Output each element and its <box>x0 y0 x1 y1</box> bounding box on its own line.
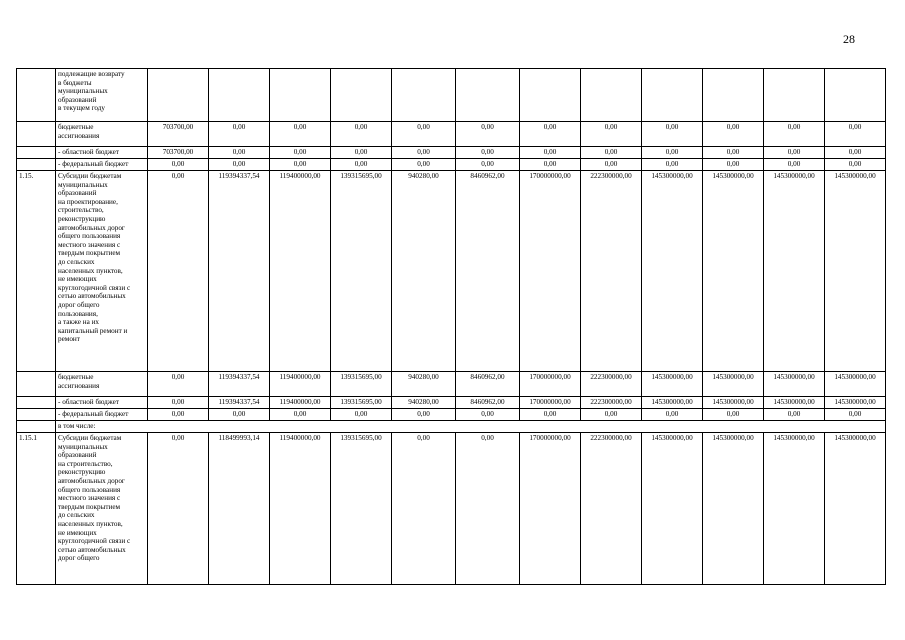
value-cell: 0,00 <box>270 409 331 421</box>
value-cell: 145300000,00 <box>642 433 703 585</box>
value-cell: 170000000,00 <box>520 171 581 372</box>
value-cell: 8460962,00 <box>456 372 520 397</box>
value-cell: 0,00 <box>148 409 209 421</box>
value-cell: 0,00 <box>331 159 392 171</box>
value-cell <box>148 69 209 122</box>
value-cell: 170000000,00 <box>520 397 581 409</box>
value-cell <box>392 69 456 122</box>
value-cell: 0,00 <box>581 122 642 147</box>
value-cell: 119400000,00 <box>270 171 331 372</box>
value-cell: 145300000,00 <box>642 397 703 409</box>
row-name-cell <box>56 409 148 421</box>
row-name-cell <box>56 69 148 122</box>
row-name-cell <box>56 433 148 585</box>
value-cell: 0,00 <box>148 397 209 409</box>
row-index-cell <box>17 69 56 122</box>
value-cell: 119400000,00 <box>270 397 331 409</box>
value-cell <box>270 69 331 122</box>
row-name-cell <box>56 372 148 397</box>
value-cell: 222300000,00 <box>581 171 642 372</box>
value-cell <box>209 69 270 122</box>
row-name-text: - областной бюджет <box>58 398 119 406</box>
value-cell: 119400000,00 <box>270 372 331 397</box>
row-name-text: подлежащие возврату в бюджеты муниципальных образований в текущем году <box>58 70 125 113</box>
value-cell: 145300000,00 <box>642 372 703 397</box>
value-cell: 0,00 <box>456 159 520 171</box>
value-cell: 222300000,00 <box>581 397 642 409</box>
value-cell: 0,00 <box>392 147 456 159</box>
value-cell: 0,00 <box>456 433 520 585</box>
table-row <box>17 433 886 585</box>
value-cell: 0,00 <box>456 409 520 421</box>
row-index-cell <box>17 409 56 421</box>
value-cell: 119394337,54 <box>209 397 270 409</box>
value-cell <box>456 69 520 122</box>
value-cell: 0,00 <box>209 122 270 147</box>
row-index-cell: 1.15.1 <box>17 433 56 585</box>
value-cell: 0,00 <box>270 159 331 171</box>
row-name-cell <box>56 122 148 147</box>
value-cell: 145300000,00 <box>764 171 825 372</box>
value-cell: 0,00 <box>148 159 209 171</box>
value-cell: 0,00 <box>148 171 209 372</box>
value-cell: 145300000,00 <box>825 433 886 585</box>
row-index-cell <box>17 372 56 397</box>
row-name-text: Субсидии бюджетам муниципальных образований на строительство, реконструкцию автомобильных дорог общего пользования местного значения с твердым покрытием до сельских населенных пунктов, не имеющих круглогодичной связи с сетью автомобильных дорог общего <box>58 434 131 563</box>
value-cell: 0,00 <box>825 159 886 171</box>
value-cell: 139315695,00 <box>331 372 392 397</box>
value-cell: 145300000,00 <box>703 397 764 409</box>
value-cell: 139315695,00 <box>331 397 392 409</box>
value-cell <box>520 69 581 122</box>
value-cell: 145300000,00 <box>764 433 825 585</box>
row-index-cell <box>17 147 56 159</box>
value-cell: 119394337,54 <box>209 372 270 397</box>
row-name-text: - областной бюджет <box>58 148 119 156</box>
value-cell: 0,00 <box>764 409 825 421</box>
table-row <box>17 147 886 159</box>
value-cell: 940280,00 <box>392 397 456 409</box>
value-cell: 0,00 <box>520 122 581 147</box>
value-cell: 222300000,00 <box>581 372 642 397</box>
value-cell: 0,00 <box>148 372 209 397</box>
row-name-text: - федеральный бюджет <box>58 160 129 168</box>
row-name-cell <box>56 159 148 171</box>
page-number: 28 <box>843 32 855 46</box>
value-cell: 0,00 <box>392 122 456 147</box>
value-cell: 145300000,00 <box>703 433 764 585</box>
row-name-text: бюджетные ассигнования <box>58 373 100 390</box>
value-cell: 145300000,00 <box>825 372 886 397</box>
row-name-cell <box>56 147 148 159</box>
value-cell: 8460962,00 <box>456 397 520 409</box>
value-cell: 0,00 <box>825 409 886 421</box>
value-cell: 0,00 <box>456 122 520 147</box>
value-cell: 0,00 <box>331 122 392 147</box>
value-cell: 139315695,00 <box>331 433 392 585</box>
value-cell <box>764 69 825 122</box>
table-row <box>17 397 886 409</box>
value-cell: 0,00 <box>703 159 764 171</box>
row-name-text: - федеральный бюджет <box>58 410 129 418</box>
value-cell: 0,00 <box>581 147 642 159</box>
value-cell: 703700,00 <box>148 122 209 147</box>
row-index-cell <box>17 122 56 147</box>
value-cell: 703700,00 <box>148 147 209 159</box>
value-cell: 0,00 <box>148 433 209 585</box>
value-cell: 145300000,00 <box>703 372 764 397</box>
value-cell: 145300000,00 <box>764 397 825 409</box>
value-cell: 0,00 <box>209 409 270 421</box>
row-name-cell <box>56 421 886 433</box>
value-cell: 0,00 <box>581 159 642 171</box>
value-cell: 139315695,00 <box>331 171 392 372</box>
value-cell: 0,00 <box>520 409 581 421</box>
value-cell: 119394337,54 <box>209 171 270 372</box>
value-cell: 0,00 <box>270 122 331 147</box>
value-cell: 0,00 <box>270 147 331 159</box>
value-cell <box>825 69 886 122</box>
value-cell: 145300000,00 <box>642 171 703 372</box>
value-cell: 0,00 <box>209 159 270 171</box>
table-row <box>17 409 886 421</box>
table-row <box>17 421 886 433</box>
value-cell: 0,00 <box>331 147 392 159</box>
row-index-cell <box>17 159 56 171</box>
value-cell: 0,00 <box>642 159 703 171</box>
value-cell: 118499993,14 <box>209 433 270 585</box>
row-name-cell <box>56 397 148 409</box>
value-cell: 145300000,00 <box>825 171 886 372</box>
row-name-cell <box>56 171 148 372</box>
table-row <box>17 171 886 372</box>
value-cell: 0,00 <box>392 433 456 585</box>
value-cell: 0,00 <box>209 147 270 159</box>
value-cell: 0,00 <box>703 147 764 159</box>
value-cell: 0,00 <box>520 147 581 159</box>
row-index-cell <box>17 397 56 409</box>
row-name-text: бюджетные ассигнования <box>58 123 100 140</box>
value-cell: 170000000,00 <box>520 433 581 585</box>
value-cell: 0,00 <box>392 409 456 421</box>
table-row <box>17 159 886 171</box>
budget-table <box>16 68 886 585</box>
value-cell: 0,00 <box>642 409 703 421</box>
row-index-cell: 1.15. <box>17 171 56 372</box>
value-cell: 8460962,00 <box>456 171 520 372</box>
value-cell: 0,00 <box>392 159 456 171</box>
value-cell: 940280,00 <box>392 171 456 372</box>
value-cell: 0,00 <box>331 409 392 421</box>
value-cell: 0,00 <box>764 147 825 159</box>
value-cell <box>581 69 642 122</box>
value-cell: 0,00 <box>703 122 764 147</box>
value-cell: 170000000,00 <box>520 372 581 397</box>
value-cell: 0,00 <box>825 122 886 147</box>
value-cell: 0,00 <box>642 147 703 159</box>
value-cell: 222300000,00 <box>581 433 642 585</box>
value-cell <box>331 69 392 122</box>
value-cell: 0,00 <box>825 147 886 159</box>
value-cell: 0,00 <box>642 122 703 147</box>
value-cell <box>642 69 703 122</box>
value-cell: 0,00 <box>764 159 825 171</box>
table-row <box>17 69 886 122</box>
value-cell <box>703 69 764 122</box>
row-name-text: Субсидии бюджетам муниципальных образований на проектирование, строительство, реконструкцию автомобильных дорог общего пользования местного значения с твердым покрытием до сельских населенных пунктов, не имеющих круглогодичной связи с сетью автомобильных дорог общего пользования, а также на их капитальный ремонт и ремонт <box>58 172 131 344</box>
value-cell: 0,00 <box>581 409 642 421</box>
value-cell: 145300000,00 <box>764 372 825 397</box>
value-cell: 0,00 <box>703 409 764 421</box>
row-index-cell <box>17 421 56 433</box>
value-cell: 0,00 <box>456 147 520 159</box>
value-cell: 145300000,00 <box>825 397 886 409</box>
table-row <box>17 372 886 397</box>
value-cell: 119400000,00 <box>270 433 331 585</box>
value-cell: 940280,00 <box>392 372 456 397</box>
value-cell: 0,00 <box>520 159 581 171</box>
row-name-text: в том числе: <box>58 422 96 430</box>
value-cell: 0,00 <box>764 122 825 147</box>
table-row <box>17 122 886 147</box>
value-cell: 145300000,00 <box>703 171 764 372</box>
